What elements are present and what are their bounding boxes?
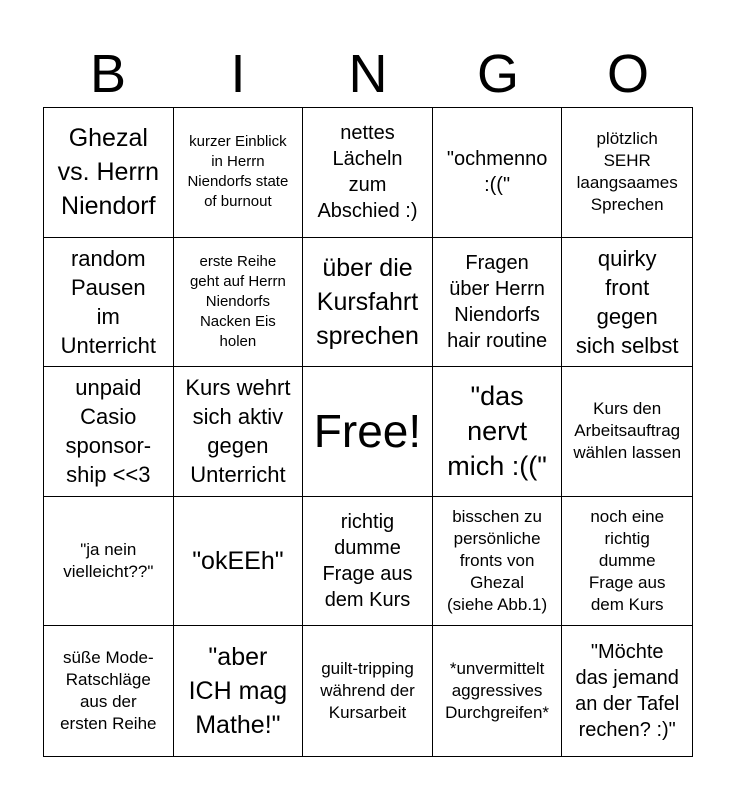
free-space-text: Free! <box>313 405 422 458</box>
cell-text: random Pausen im Unterricht <box>60 245 156 358</box>
bingo-cell-r4c3[interactable] <box>303 497 433 627</box>
bingo-cell-r3c1[interactable] <box>44 367 174 497</box>
bingo-cell-r1c5[interactable] <box>562 108 692 238</box>
cell-text: "okEEh" <box>192 547 284 576</box>
cell-text: noch eine richtig dumme Frage aus dem Kurs <box>588 507 666 615</box>
cell-text: Fragen über Herrn Niendorfs hair routine <box>447 251 548 352</box>
header-letter-b: B <box>89 44 127 104</box>
cell-text: nettes Lächeln zum Abschied :) <box>317 122 418 223</box>
bingo-cell-r1c3[interactable] <box>303 108 433 238</box>
cell-text: plötzlich SEHR laangsaames Sprechen <box>576 129 678 215</box>
header-letter-g: G <box>476 44 519 104</box>
bingo-cell-r2c3[interactable] <box>303 238 433 368</box>
cell-text: "ochmenno :((" <box>446 148 548 197</box>
cell-text: Ghezal vs. Herrn Niendorf <box>57 124 159 221</box>
bingo-cell-r4c2[interactable] <box>174 497 304 627</box>
bingo-cell-r5c1[interactable] <box>44 626 174 756</box>
cell-text: unpaid Casio sponsor- ship <<3 <box>65 375 152 488</box>
bingo-cell-r5c3[interactable] <box>303 626 433 756</box>
cell-text: *unvermittelt aggressives Durchgreifen* <box>445 659 550 723</box>
bingo-cell-r3c5[interactable] <box>562 367 692 497</box>
bingo-cell-r5c5[interactable] <box>562 626 692 756</box>
bingo-cell-r4c4[interactable] <box>433 497 563 627</box>
cell-text: quirky front gegen sich selbst <box>575 245 679 358</box>
cell-text: bisschen zu persönliche fronts von Ghezal (siehe Abb.1) <box>447 507 548 615</box>
cell-text: kurzer Einblick in Herrn Niendorfs state of burnout <box>187 133 289 211</box>
bingo-cell-free[interactable] <box>303 367 433 497</box>
bingo-cell-r1c4[interactable] <box>433 108 563 238</box>
cell-text: Kurs wehrt sich aktiv gegen Unterricht <box>185 375 291 488</box>
cell-text: "aber ICH mag Mathe!" <box>188 643 288 740</box>
cell-text: "das nervt mich :((" <box>447 380 547 481</box>
header-letter-i: I <box>230 44 246 104</box>
bingo-board <box>43 107 693 757</box>
bingo-cell-r1c2[interactable] <box>174 108 304 238</box>
bingo-cell-r5c4[interactable] <box>433 626 563 756</box>
cell-text: richtig dumme Frage aus dem Kurs <box>322 511 413 612</box>
bingo-cell-r1c1[interactable] <box>44 108 174 238</box>
header-letter-o: O <box>606 44 649 104</box>
bingo-cell-r2c5[interactable] <box>562 238 692 368</box>
cell-text: süße Mode- Ratschläge aus der ersten Reihe <box>60 648 157 734</box>
bingo-cell-r4c5[interactable] <box>562 497 692 627</box>
bingo-cell-r4c1[interactable] <box>44 497 174 627</box>
cell-text: über die Kursfahrt sprechen <box>316 253 419 350</box>
bingo-cell-r2c4[interactable] <box>433 238 563 368</box>
bingo-cell-r2c2[interactable] <box>174 238 304 368</box>
cell-text: guilt-tripping während der Kursarbeit <box>320 659 415 723</box>
header-letter-n: N <box>348 44 388 104</box>
bingo-cell-r3c4[interactable] <box>433 367 563 497</box>
cell-text: erste Reihe geht auf Herrn Niendorfs Nacken Eis holen <box>189 252 286 350</box>
bingo-cell-r3c2[interactable] <box>174 367 304 497</box>
bingo-cell-r2c1[interactable] <box>44 238 174 368</box>
bingo-cell-r5c2[interactable] <box>174 626 304 756</box>
cell-text: "ja nein vielleicht??" <box>63 540 154 582</box>
cell-text: "Möchte das jemand an der Tafel rechen? :)" <box>575 641 680 742</box>
bingo-header <box>43 42 693 106</box>
cell-text: Kurs den Arbeitsauftrag wählen lassen <box>573 399 682 463</box>
